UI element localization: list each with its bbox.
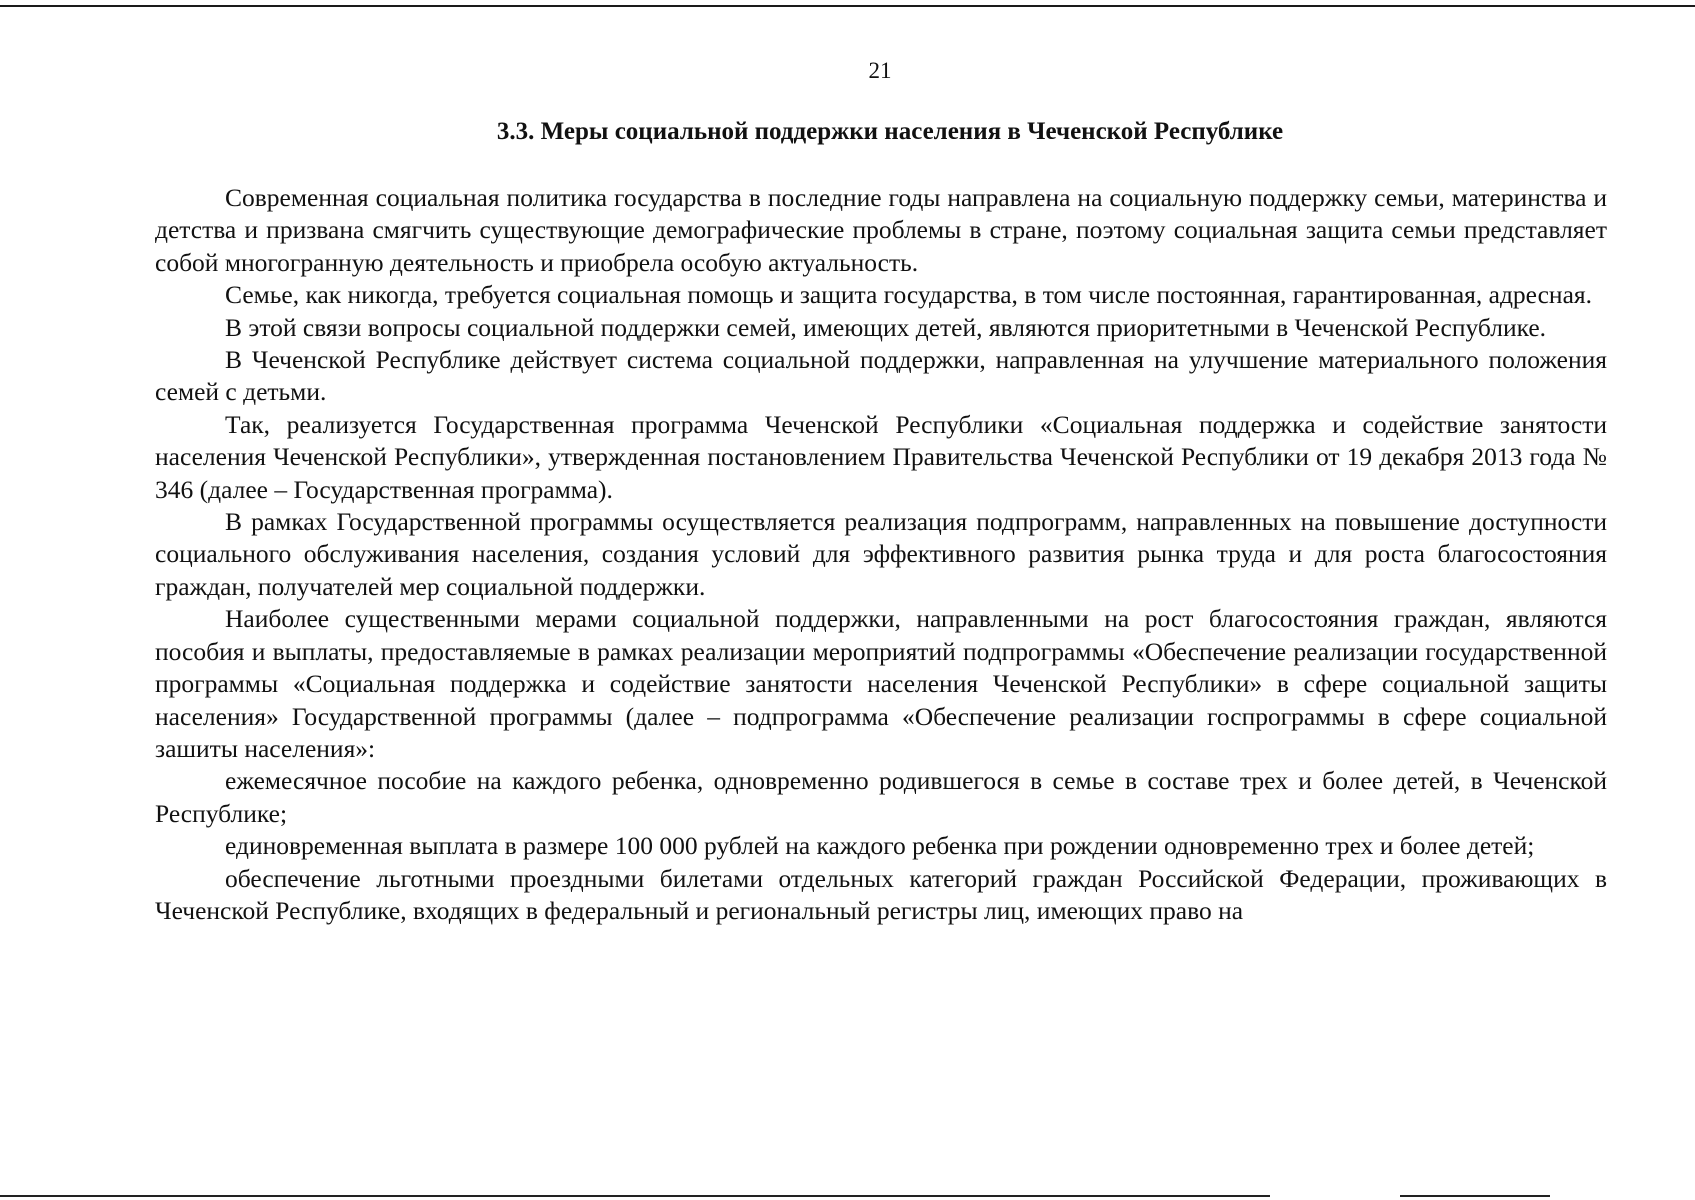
bottom-border-line-short	[1400, 1195, 1550, 1197]
paragraph: Семье, как никогда, требуется социальная помощь и защита государства, в том числе постоянная, гарантированная, адресная.	[225, 280, 1593, 310]
paragraph: В Чеченской Республике действует система социальной поддержки, направленная на улучшение материального положения семей с детьми.	[155, 345, 1607, 407]
page-number: 21	[868, 58, 892, 83]
paragraph: Современная социальная политика государства в последние годы направлена на социальную поддержку семьи, материнства и детства и призвана смягчить существующие демографические проблемы в стране, поэтому социальная защита семьи представляет собой многогранную деятельность и приобрела особую актуальность.	[155, 183, 1607, 277]
section-heading: 3.3. Меры социальной поддержки населения в Чеченской Республике	[496, 118, 1284, 145]
document-body	[155, 182, 1607, 927]
paragraph: В этой связи вопросы социальной поддержки семей, имеющих детей, являются приоритетными в Чеченской Республике.	[225, 312, 1547, 342]
list-item: ежемесячное пособие на каждого ребенка, одновременно родившегося в семье в составе трех и более детей, в Чеченской Республике;	[155, 766, 1607, 828]
paragraph: Наиболее существенными мерами социальной поддержки, направленными на рост благосостояния граждан, являются пособия и выплаты, предоставляемые в рамках реализации мероприятий подпрограммы «Обеспечение реализации государственной программы «Социальная поддержка и содействие занятости населения Чеченской Республики» в сфере социальной защиты населения» Государственной программы (далее – подпрограмма «Обеспечение реализации госпрограммы в сфере социальной зашиты населения»:	[155, 604, 1607, 763]
top-border-line	[0, 5, 1695, 7]
list-item: обеспечение льготными проездными билетами отдельных категорий граждан Российской Федерации, проживающих в Чеченской Республике, входящих в федеральный и региональный регистры лиц, имеющих право на	[155, 863, 1607, 925]
bottom-border-line	[0, 1195, 1270, 1197]
list-item: единовременная выплата в размере 100 000 рублей на каждого ребенка при рождении одновременно трех и более детей;	[225, 831, 1535, 861]
paragraph: В рамках Государственной программы осуществляется реализация подпрограмм, направленных на повышение доступности социального обслуживания населения, создания условий для эффективного развития рынка труда и для роста благосостояния граждан, получателей мер социальной поддержки.	[155, 507, 1607, 601]
paragraph: Так, реализуется Государственная программа Чеченской Республики «Социальная поддержка и содействие занятости населения Чеченской Республики», утвержденная постановлением Правительства Чеченской Республики от 19 декабря 2013 года № 346 (далее – Государственная программа).	[155, 409, 1607, 504]
